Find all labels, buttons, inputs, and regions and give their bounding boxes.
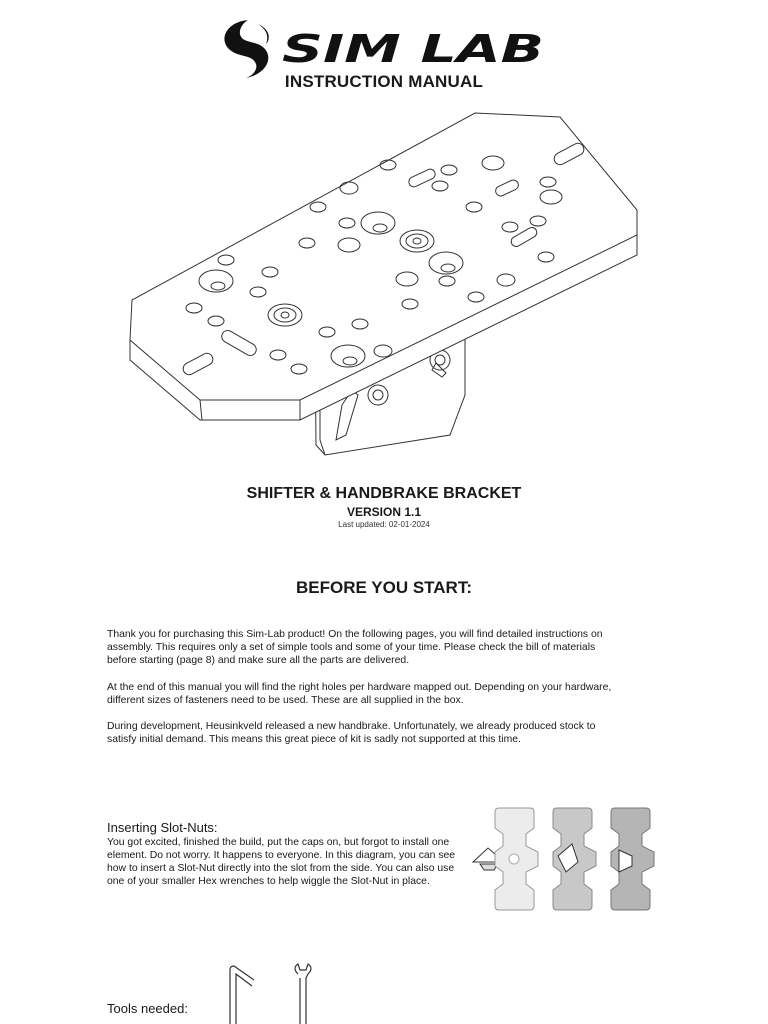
slot-nuts-text: You got excited, finished the build, put the caps on, but forgot to install one element. Do not worry. It happens to everyone. In this diagram, you can see how to insert a Slot-Nut directly into the slot from the side. You can also use one of your smaller Hex wrenches to help wiggle the Slot-Nut in place.: [107, 837, 456, 887]
sim-lab-logo: [218, 18, 550, 78]
hardware-paragraph: At the end of this manual you will find the right holes per hardware mapped out. Depending on your hardware, different sizes of fasteners need to be used. These are all supplied in the box.: [107, 682, 612, 706]
extrusion-profile-step-1: [495, 808, 538, 910]
bracket-illustration: [120, 105, 645, 465]
logo-swoosh-icon: [224, 20, 268, 78]
last-updated-label: Last updated: 02-01-2024: [338, 520, 430, 529]
tools-needed-label: Tools needed:: [107, 1001, 188, 1016]
extrusion-profile-step-2: [553, 808, 596, 910]
slot-nuts-heading: Inserting Slot-Nuts:: [107, 820, 218, 835]
handbrake-note-paragraph: During development, Heusinkveld released a new handbrake. Unfortunately, we already produced stock to satisfy initial demand. This means this great piece of kit is sadly not supported at this time.: [107, 721, 596, 745]
extrusion-profile-step-3: [611, 808, 654, 910]
wrench-icon: [295, 964, 311, 1024]
slot-nut-diagram: [468, 800, 668, 915]
version-label: VERSION 1.1: [346, 505, 422, 519]
product-title: SHIFTER & HANDBRAKE BRACKET: [246, 485, 522, 502]
manual-title: INSTRUCTION MANUAL: [284, 72, 484, 91]
logo-wordmark: SIM LAB: [282, 27, 544, 71]
before-you-start-heading: BEFORE YOU START:: [296, 578, 472, 597]
tools-illustration: [220, 960, 330, 1024]
hex-key-icon: [230, 966, 254, 1024]
intro-paragraph: Thank you for purchasing this Sim-Lab product! On the following pages, you will find detailed instructions on assembly. This requires only a set of simple tools and some of your time. Please check the bill of materials before starting (page 8) and make sure all the parts are delivered.: [107, 629, 603, 666]
